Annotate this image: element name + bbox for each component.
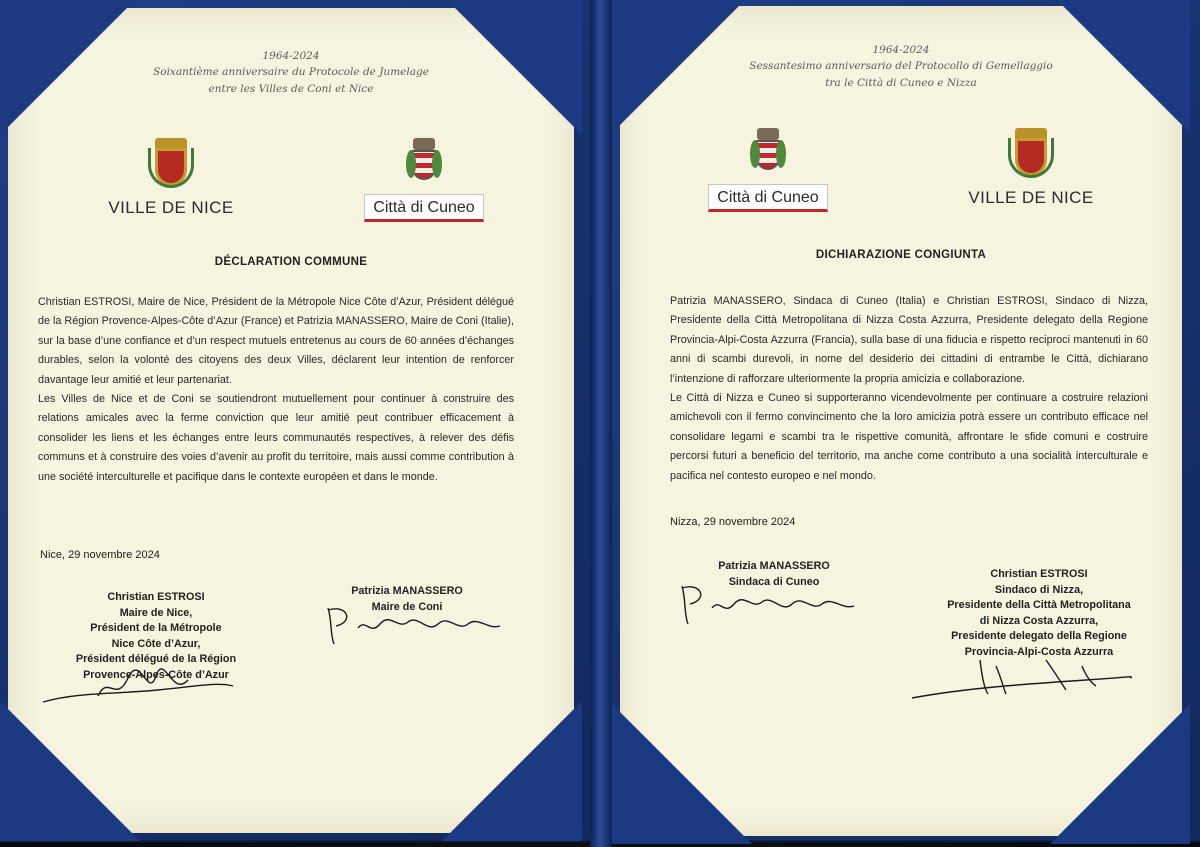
citta-di-cuneo-logo: [708, 158, 828, 212]
estrosi-signature: [906, 650, 1136, 710]
declaration-body: [38, 293, 514, 487]
manassero-signature: [318, 600, 508, 650]
corner-pocket: [442, 701, 582, 841]
cuneo-logo-text: Città di Cuneo: [364, 194, 483, 222]
twinning-cities-line: tra le Città di Cuneo e Nizza: [825, 76, 977, 89]
corner-pocket: [1055, 0, 1190, 133]
twinning-cities-line: entre les Villes de Coni et Nice: [208, 82, 374, 95]
page-title: DÉCLARATION COMMUNE: [214, 256, 368, 268]
paragraph: Le Città di Nizza e Cuneo si supporteranno vicendevolmente per continuare a costruire relazioni amichevoli con il fermo convincimento che la loro amicizia potrà essere un contributo efficace nel consolidare legami e scambi tra le rispettive comunità, affrontare le sfide comuni e costruire percorsi futuri a beneficio del territorio, ma anche come contributo a una socialità interculturale e pacifica nel contesto europeo e nel mondo.: [670, 392, 1148, 482]
nice-crest-icon: [1008, 128, 1054, 182]
cuneo-crest-icon: [404, 138, 444, 194]
anniversary-years: 1964-2024: [262, 50, 320, 62]
nice-logo-text: VILLE DE NICE: [968, 188, 1094, 207]
citta-di-cuneo-logo: [364, 168, 484, 222]
signatory-manassero: Patrizia MANASSERO Maire de Coni: [351, 585, 463, 613]
corner-pocket: [447, 0, 582, 135]
signing-date: Nizza, 29 novembre 2024: [670, 516, 796, 528]
cuneo-logo-text: Città di Cuneo: [708, 184, 827, 212]
paragraph: Les Villes de Nice et de Coni se soutiendront mutuellement pour continuer à construire des relations amicales avec la ferme conviction que leur amitié peut contribuer efficacement à consolider les liens et les échanges entre leurs communautés respectives, à relever des défis communs et à construire des voies d’avenir au profit du territoire, mais aussi comme contribution à une société interculturelle et pacifique dans le contexte européen et dans le monde.: [38, 393, 514, 483]
paragraph: Christian ESTROSI, Maire de Nice, Président de la Métropole Nice Côte d’Azur, Président délégué de la Région Provence-Alpes-Côte d’Azur (France) et Patrizia MANASSERO, Maire de Coni (Italie), sur la base d’une confiance et d’un respect mutuels entretenus au cours de 60 années d’échanges durables, selon la volonté des citoyens des deux Villes, déclarent leur intention de renforcer davantage leur amitié et leur partenariat.: [38, 296, 514, 386]
cuneo-crest-icon: [748, 128, 788, 184]
signatory-estrosi: Christian ESTROSI Sindaco di Nizza, Presidente della Città Metropolitana di Nizza Costa Azzurra, Presidente delegato della Regione Provincia-Alpi-Costa Azzurra: [947, 568, 1131, 658]
corner-pocket: [612, 0, 747, 133]
ville-de-nice-logo: [956, 128, 1106, 208]
corner-pocket: [0, 0, 135, 135]
corner-pocket: [1050, 704, 1190, 844]
italian-declaration-sheet: [620, 6, 1182, 836]
manassero-signature: [672, 580, 862, 630]
signatory-manassero: Patrizia MANASSERO Sindaca di Cuneo: [718, 560, 830, 588]
anniversary-years: 1964-2024: [872, 44, 930, 56]
corner-pocket: [0, 701, 140, 841]
nice-logo-text: VILLE DE NICE: [108, 198, 234, 217]
anniversary-line: Soixantième anniversaire du Protocole de Jumelage: [153, 66, 429, 79]
nice-crest-icon: [148, 138, 194, 192]
paragraph: Patrizia MANASSERO, Sindaca di Cuneo (Italia) e Christian ESTROSI, Sindaco di Nizza, Presidente della Città Metropolitana di Nizza Costa Azzurra, Presidente delegato della Regione Provincia-Alpi-Costa Azzurra (Francia), sulla base di una fiducia e rispetto reciproci mantenuti in 60 anni di scambi durevoli, in nome del desiderio dei cittadini di entrambe le Città, dichiarano l’intenzione di rafforzare ulteriormente la propria amicizia e collaborazione.: [670, 295, 1148, 385]
corner-pocket: [612, 704, 752, 844]
declaration-body: [670, 292, 1148, 486]
anniversary-line: Sessantesimo anniversario del Protocollo di Gemellaggio: [749, 60, 1053, 73]
signing-date: Nice, 29 novembre 2024: [40, 549, 160, 561]
ville-de-nice-logo: [96, 138, 246, 218]
signatory-estrosi: Christian ESTROSI Maire de Nice, Président de la Métropole Nice Côte d’Azur, Président délégué de la Région Provence-Alpes-Côte d’Azur: [75, 591, 237, 681]
folder-spine: [590, 0, 612, 847]
french-declaration-sheet: [8, 8, 574, 833]
page-title: DICHIARAZIONE CONGIUNTA: [815, 249, 987, 261]
